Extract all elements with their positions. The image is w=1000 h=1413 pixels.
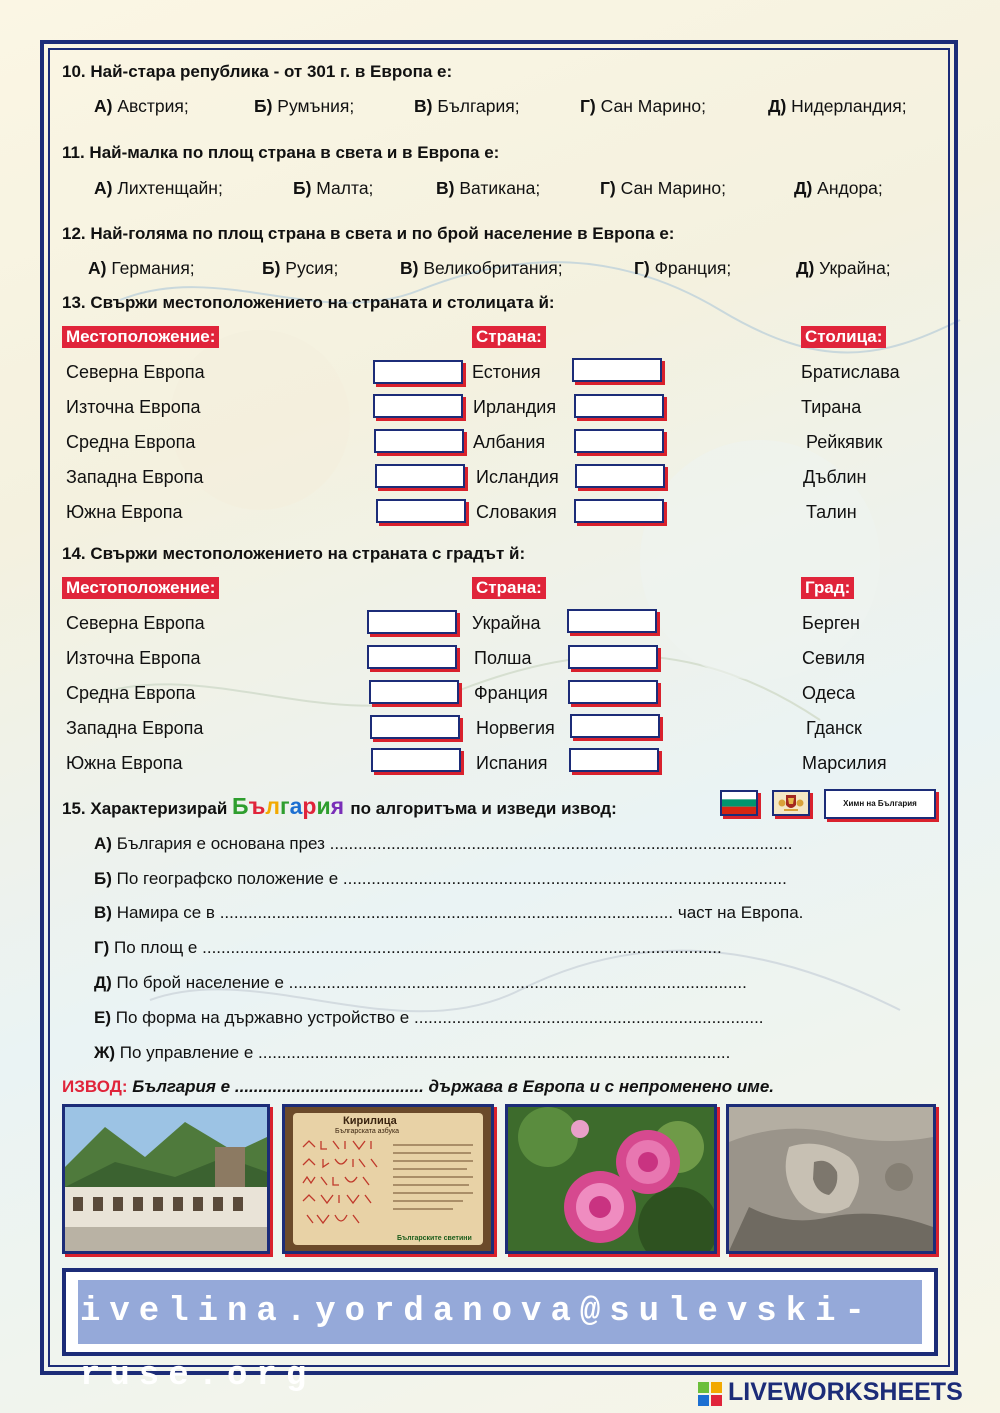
q10-option-e[interactable]: Д) Нидерландия; <box>768 96 907 116</box>
q14-answer-box-country[interactable] <box>569 748 659 772</box>
q13-answer-box-country[interactable] <box>572 358 662 382</box>
q12-option-a[interactable]: А) Германия; <box>88 258 195 278</box>
q13-country: Албания <box>473 432 546 452</box>
q13-answer-box-country[interactable] <box>574 499 664 523</box>
q13-location: Източна Европа <box>66 397 201 417</box>
q14-country: Украйна <box>472 613 541 633</box>
q15-line[interactable]: Е) По форма на държавно устройство е .......................................................................... <box>94 1008 764 1027</box>
q14-header-country: Страна: <box>472 577 546 599</box>
q11-option-b[interactable]: Б) Малта; <box>293 178 374 198</box>
q14-country: Норвегия <box>476 718 555 738</box>
q13-capital: Рейкявик <box>806 432 883 452</box>
bulgarian-flag-button[interactable] <box>720 790 758 816</box>
bulgaria-letter: г <box>279 793 290 819</box>
q10-option-a[interactable]: А) Австрия; <box>94 96 189 116</box>
q14-city: Гданск <box>806 718 862 738</box>
q12-option-b[interactable]: Б) Русия; <box>262 258 339 278</box>
rila-monastery-photo <box>62 1104 270 1254</box>
question-10: 10. Най-стара република - от 301 г. в Европа е: <box>62 62 453 81</box>
anthem-button[interactable]: Химн на България <box>824 789 936 819</box>
conclusion[interactable]: ИЗВОД: България е ........................................ държава в Европа и с непроменено име. <box>62 1077 774 1096</box>
q14-location: Южна Европа <box>66 753 183 773</box>
bulgaria-letter: Б <box>232 793 249 819</box>
q14-location: Източна Европа <box>66 648 201 668</box>
q13-header-capital: Столица: <box>801 326 886 348</box>
q14-location: Средна Европа <box>66 683 196 703</box>
q13-answer-box-country[interactable] <box>575 464 665 488</box>
bulgaria-word <box>232 793 350 819</box>
q14-city: Марсилия <box>802 753 887 773</box>
q14-answer-box-location[interactable] <box>371 748 461 772</box>
liveworksheets-logo-icon <box>698 1378 724 1408</box>
q14-country: Франция <box>474 683 548 703</box>
q13-capital: Талин <box>806 502 857 522</box>
q14-answer-box-location[interactable] <box>370 715 460 739</box>
cyrillic-alphabet-card <box>282 1104 494 1254</box>
question-11: 11. Най-малка по площ страна в света и в Европа е: <box>62 143 500 162</box>
q10-option-b[interactable]: Б) Румъния; <box>254 96 355 116</box>
q13-capital: Дъблин <box>803 467 867 487</box>
q13-country: Ирландия <box>473 397 557 417</box>
cyrillic-letters-graphic <box>299 1139 389 1231</box>
q12-option-d[interactable]: Г) Франция; <box>634 258 732 278</box>
question-13: 13. Свържи местоположението на страната и столицата й: <box>62 293 555 312</box>
cyrillic-card-footer: Българските светини <box>397 1235 472 1242</box>
q11-option-d[interactable]: Г) Сан Марино; <box>600 178 726 198</box>
q14-location: Северна Европа <box>66 613 205 633</box>
q12-option-e[interactable]: Д) Украйна; <box>796 258 891 278</box>
q13-country: Словакия <box>476 502 557 522</box>
bulgaria-letter: а <box>289 793 303 819</box>
bulgaria-letter: и <box>316 793 331 819</box>
coat-of-arms-button[interactable] <box>772 790 810 816</box>
rose-photo <box>505 1104 717 1254</box>
bulgaria-letter: р <box>302 793 317 819</box>
bulgarian-flag-icon <box>722 792 756 814</box>
q14-city: Берген <box>802 613 860 633</box>
bulgaria-letter: я <box>330 793 344 819</box>
question-12: 12. Най-голяма по площ страна в света и по брой население в Европа е: <box>62 224 675 243</box>
q14-answer-box-location[interactable] <box>369 680 459 704</box>
q13-header-country: Страна: <box>472 326 546 348</box>
q14-answer-box-country[interactable] <box>567 609 657 633</box>
q10-option-d[interactable]: Г) Сан Марино; <box>580 96 706 116</box>
liveworksheets-brand[interactable]: LIVEWORKSHEETS <box>728 1378 963 1406</box>
q15-line[interactable]: А) България е основана през .................................................................................................. <box>94 834 793 853</box>
q15-line[interactable]: Ж) По управление е .................................................................................................... <box>94 1043 731 1062</box>
cyrillic-card-title: Кирилица <box>343 1115 397 1127</box>
q14-city: Одеса <box>802 683 856 703</box>
q14-answer-box-country[interactable] <box>568 645 658 669</box>
q14-country: Испания <box>476 753 548 773</box>
q13-location: Средна Европа <box>66 432 196 452</box>
q14-answer-box-country[interactable] <box>568 680 658 704</box>
q13-location: Западна Европа <box>66 467 204 487</box>
q11-option-a[interactable]: А) Лихтенщайн; <box>94 178 223 198</box>
madara-rider-photo <box>726 1104 936 1254</box>
q14-city: Севиля <box>802 648 865 668</box>
q15-line[interactable]: В) Намира се в ................................................................................................ част на Европа. <box>94 903 804 922</box>
q13-capital: Тирана <box>801 397 862 417</box>
cyrillic-card-body-text <box>393 1141 479 1225</box>
q13-answer-box-location[interactable] <box>376 499 466 523</box>
question-14: 14. Свържи местоположението на страната с градът й: <box>62 544 526 563</box>
q14-answer-box-location[interactable] <box>367 610 457 634</box>
q13-answer-box-location[interactable] <box>373 360 463 384</box>
q13-answer-box-location[interactable] <box>375 464 465 488</box>
q13-country: Естония <box>472 362 541 382</box>
author-email[interactable]: ivelina.yordanova@sulevski-ruse.org <box>80 1293 874 1395</box>
q14-location: Западна Европа <box>66 718 204 738</box>
q11-option-c[interactable]: В) Ватикана; <box>436 178 541 198</box>
bulgaria-letter: л <box>265 793 280 819</box>
q13-answer-box-location[interactable] <box>374 429 464 453</box>
q15-line[interactable]: Д) По брой население е ................................................................................................. <box>94 973 747 992</box>
bulgaria-letter: ъ <box>248 793 266 819</box>
q13-header-location: Местоположение: <box>62 326 219 348</box>
coat-of-arms-icon <box>774 792 808 814</box>
q12-option-c[interactable]: В) Великобритания; <box>400 258 563 278</box>
q13-answer-box-country[interactable] <box>574 429 664 453</box>
q15-line[interactable]: Г) По площ е .............................................................................................................. <box>94 938 722 957</box>
q13-answer-box-location[interactable] <box>373 394 463 418</box>
q14-answer-box-country[interactable] <box>570 714 660 738</box>
q15-line[interactable]: Б) По географско положение е .............................................................................................. <box>94 869 787 888</box>
q13-country: Исландия <box>476 467 559 487</box>
q13-answer-box-country[interactable] <box>574 394 664 418</box>
q13-location: Южна Европа <box>66 502 183 522</box>
q14-header-city: Град: <box>801 577 854 599</box>
q11-option-e[interactable]: Д) Андора; <box>794 178 883 198</box>
q13-capital: Братислава <box>801 362 900 382</box>
q14-country: Полша <box>474 648 532 668</box>
q14-header-location: Местоположение: <box>62 577 219 599</box>
cyrillic-card-subtitle: Българската азбука <box>335 1128 400 1135</box>
question-15: 15. Характеризирай България по алгоритъма и изведи извод: <box>62 793 617 819</box>
q13-location: Северна Европа <box>66 362 205 382</box>
q14-answer-box-location[interactable] <box>367 645 457 669</box>
q10-option-c[interactable]: В) България; <box>414 96 520 116</box>
